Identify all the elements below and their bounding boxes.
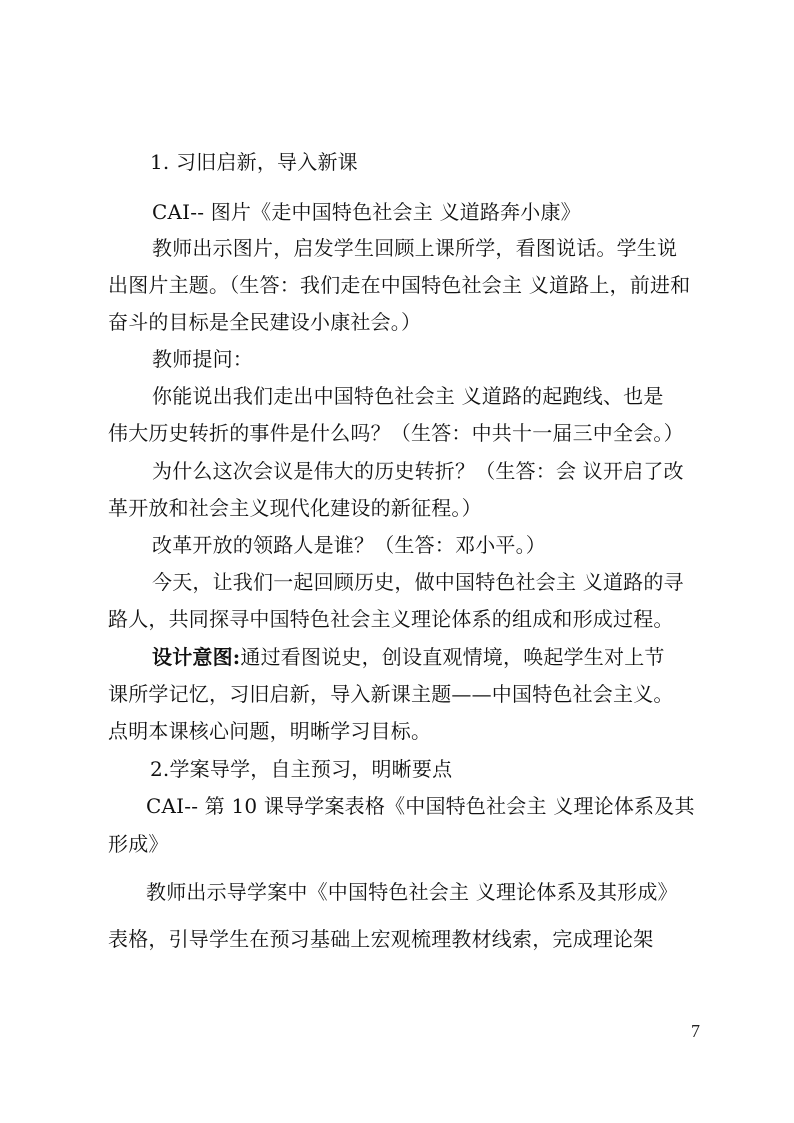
question-2-line: 革开放和社会主义现代化建设的新征程。）	[108, 496, 482, 520]
section-1-heading: 1. 习旧启新，导入新课	[150, 150, 358, 174]
paragraph-line: 教师出示导学案中《中国特色社会主 义理论体系及其形成》	[146, 880, 678, 904]
cai-line-2: 形成》	[108, 832, 169, 856]
design-intent-line: 点明本课核心问题，明晰学习目标。	[108, 719, 432, 743]
paragraph-line: 奋斗的目标是全民建设小康社会。）	[108, 310, 422, 334]
question-1-line: 你能说出我们走出中国特色社会主 义道路的起跑线、也是	[152, 384, 664, 408]
paragraph-line: 表格，引导学生在预习基础上宏观梳理教材线索，完成理论架	[108, 927, 654, 951]
page-number: 7	[691, 1021, 700, 1041]
design-intent-line: 课所学记忆，习旧启新，导入新课主题——中国特色社会主义。	[108, 682, 674, 706]
design-intent-label: 设计意图:	[152, 645, 241, 669]
paragraph-line: 教师出示图片，启发学生回顾上课所学，看图说话。学生说	[152, 236, 678, 260]
cai-line-1: CAI-- 图片《走中国特色社会主 义道路奔小康》	[152, 200, 581, 224]
question-2-line: 为什么这次会议是伟大的历史转折？（生答：会 议开启了改	[152, 459, 684, 483]
section-2-heading: 2.学案导学，自主预习，明晰要点	[150, 757, 453, 781]
today-line: 今天，让我们一起回顾历史，做中国特色社会主 义道路的寻	[152, 570, 684, 594]
paragraph-line: 出图片主题。（生答：我们走在中国特色社会主 义道路上，前进和	[108, 273, 691, 297]
question-3-line: 改革开放的领路人是谁？（生答：邓小平。）	[152, 533, 546, 557]
design-intent-line	[152, 645, 665, 669]
today-line: 路人，共同探寻中国特色社会主义理论体系的组成和形成过程。	[108, 607, 674, 631]
cai-line-2: CAI-- 第 10 课导学案表格《中国特色社会主 义理论体系及其	[146, 794, 695, 818]
design-intent-text: 通过看图说史，创设直观情境，唤起学生对上节	[240, 645, 665, 669]
teacher-asks-label: 教师提问：	[152, 347, 253, 371]
question-1-line: 伟大历史转折的事件是什么吗？（生答：中共十一届三中全会。）	[108, 421, 684, 445]
